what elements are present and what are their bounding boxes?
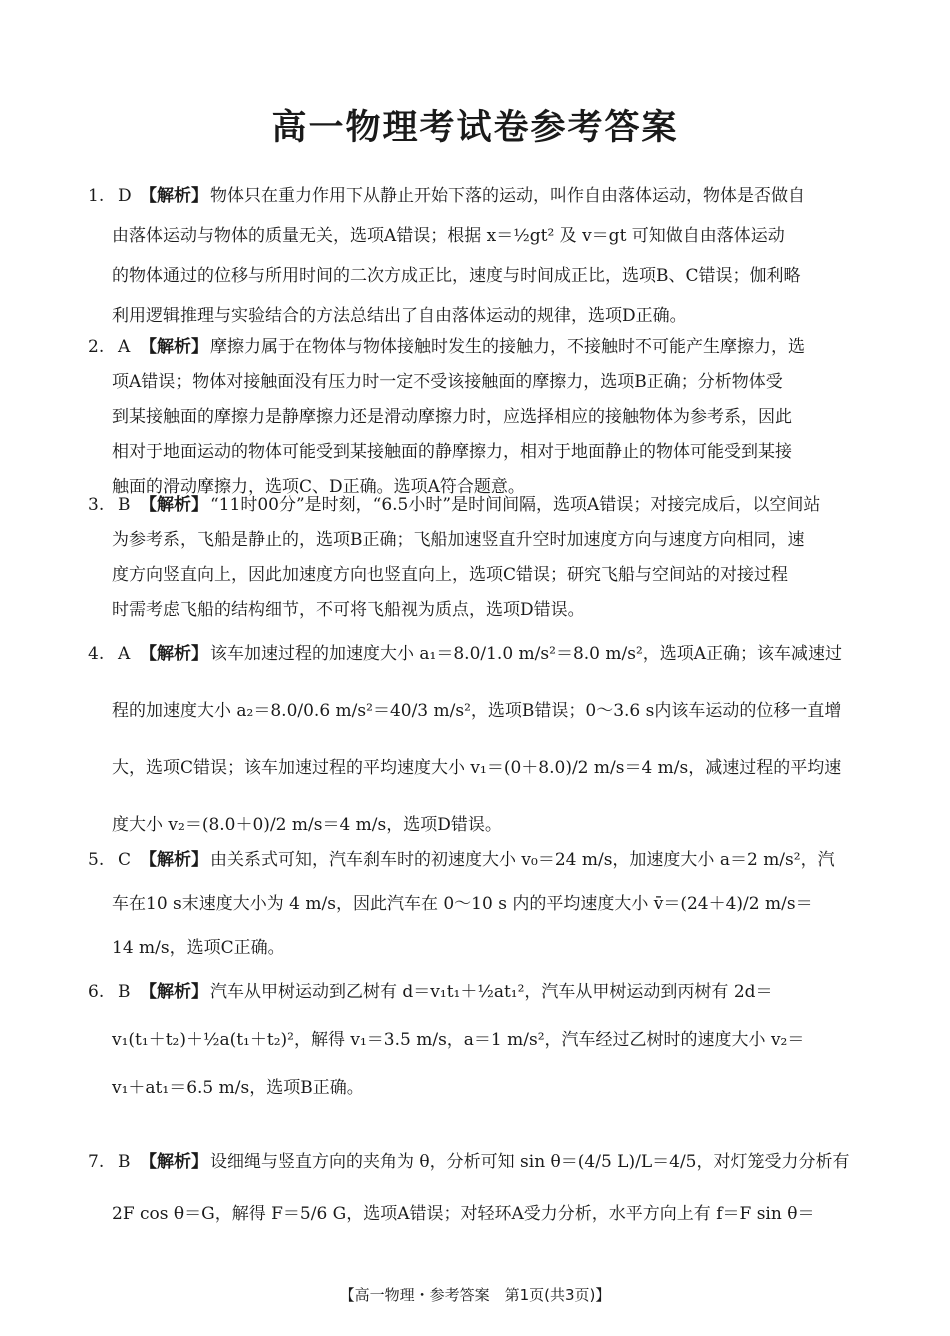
text-line: 到某接触面的摩擦力是静摩擦力还是滑动摩擦力时，应选择相应的接触物体为参考系，因此 (112, 407, 792, 427)
question-7 (88, 1136, 860, 1240)
text-line: 度大小 v₂＝(8.0＋0)/2 m/s＝4 m/s，选项D错误。 (112, 815, 502, 835)
page-footer: 【高一物理・参考答案 第1页(共3页)】 (339, 1286, 611, 1304)
text-line: 设细绳与竖直方向的夹角为 θ，分析可知 sin θ＝(4/5 L)/L＝4/5，对灯笼受力分析有 (210, 1152, 850, 1172)
text-line: 由关系式可知，汽车刹车时的初速度大小 v₀＝24 m/s，加速度大小 a＝2 m/s²，汽 (210, 850, 835, 870)
question-6 (88, 968, 860, 1112)
question-2 (88, 330, 860, 505)
text-line: 该车加速过程的加速度大小 a₁＝8.0/1.0 m/s²＝8.0 m/s²，选项A正确；该车减速过 (210, 644, 843, 664)
analysis-tag: 【解析】 (140, 644, 208, 664)
text-line: v₁(t₁＋t₂)＋½a(t₁＋t₂)²，解得 v₁＝3.5 m/s，a＝1 m/s²，汽车经过乙树时的速度大小 v₂＝ (112, 1030, 805, 1050)
question-1 (88, 176, 860, 336)
text-line: 程的加速度大小 a₂＝8.0/0.6 m/s²＝40/3 m/s²，选项B错误；0～3.6 s内该车运动的位移一直增 (112, 701, 842, 721)
answer-letter: A (118, 644, 131, 664)
answer-letter: A (118, 337, 131, 357)
question-number: 1. (88, 186, 105, 206)
text-line: 为参考系，飞船是静止的，选项B正确；飞船加速竖直升空时加速度方向与速度方向相同，速 (112, 530, 805, 550)
text-line: 利用逻辑推理与实验结合的方法总结出了自由落体运动的规律，选项D正确。 (112, 306, 687, 326)
answer-letter: B (118, 495, 131, 515)
question-number: 3. (88, 495, 105, 515)
text-line: 大，选项C错误；该车加速过程的平均速度大小 v₁＝(0＋8.0)/2 m/s＝4 m/s，减速过程的平均速 (112, 758, 842, 778)
text-line: 触面的滑动摩擦力，选项C、D正确。选项A符合题意。 (112, 477, 525, 497)
text-line: v₁＋at₁＝6.5 m/s，选项B正确。 (112, 1078, 364, 1098)
analysis-tag: 【解析】 (140, 337, 208, 357)
text-line: “11时00分”是时刻，“6.5小时”是时间间隔，选项A错误；对接完成后，以空间站 (210, 495, 821, 515)
question-number: 7. (88, 1152, 105, 1172)
question-5 (88, 838, 860, 970)
answer-letter: C (118, 850, 132, 870)
answer-letter: B (118, 982, 131, 1002)
text-line: 车在10 s末速度大小为 4 m/s，因此汽车在 0～10 s 内的平均速度大小 v̄＝(24＋4)/2 m/s＝ (112, 894, 813, 914)
text-line: 时需考虑飞船的结构细节，不可将飞船视为质点，选项D错误。 (112, 600, 585, 620)
text-line: 2F cos θ＝G，解得 F＝5/6 G，选项A错误；对轻环A受力分析，水平方向上有 f＝F sin θ＝ (112, 1204, 815, 1224)
text-line: 摩擦力属于在物体与物体接触时发生的接触力，不接触时不可能产生摩擦力，选 (210, 337, 805, 357)
answer-letter: B (118, 1152, 131, 1172)
analysis-tag: 【解析】 (140, 982, 208, 1002)
text-line: 的物体通过的位移与所用时间的二次方成正比，速度与时间成正比，选项B、C错误；伽利略 (112, 266, 801, 286)
text-line: 度方向竖直向上，因此加速度方向也竖直向上，选项C错误；研究飞船与空间站的对接过程 (112, 565, 789, 585)
text-line: 项A错误；物体对接触面没有压力时一定不受该接触面的摩擦力，选项B正确；分析物体受 (112, 372, 783, 392)
text-line: 由落体运动与物体的质量无关，选项A错误；根据 x＝½gt² 及 v＝gt 可知做自由落体运动 (112, 226, 785, 246)
analysis-tag: 【解析】 (140, 186, 208, 206)
text-line: 汽车从甲树运动到乙树有 d＝v₁t₁＋½at₁²，汽车从甲树运动到丙树有 2d＝ (210, 982, 773, 1002)
text-line: 相对于地面运动的物体可能受到某接触面的静摩擦力，相对于地面静止的物体可能受到某接 (112, 442, 792, 462)
page-title: 高一物理考试卷参考答案 (271, 108, 679, 148)
answer-letter: D (118, 186, 132, 206)
analysis-tag: 【解析】 (140, 850, 208, 870)
question-number: 5. (88, 850, 105, 870)
question-4 (88, 626, 860, 854)
question-number: 2. (88, 337, 105, 357)
question-number: 6. (88, 982, 105, 1002)
analysis-tag: 【解析】 (140, 1152, 208, 1172)
analysis-tag: 【解析】 (140, 495, 208, 515)
question-number: 4. (88, 644, 105, 664)
question-3 (88, 488, 860, 628)
text-line: 物体只在重力作用下从静止开始下落的运动，叫作自由落体运动，物体是否做自 (210, 186, 805, 206)
text-line: 14 m/s，选项C正确。 (112, 938, 285, 958)
